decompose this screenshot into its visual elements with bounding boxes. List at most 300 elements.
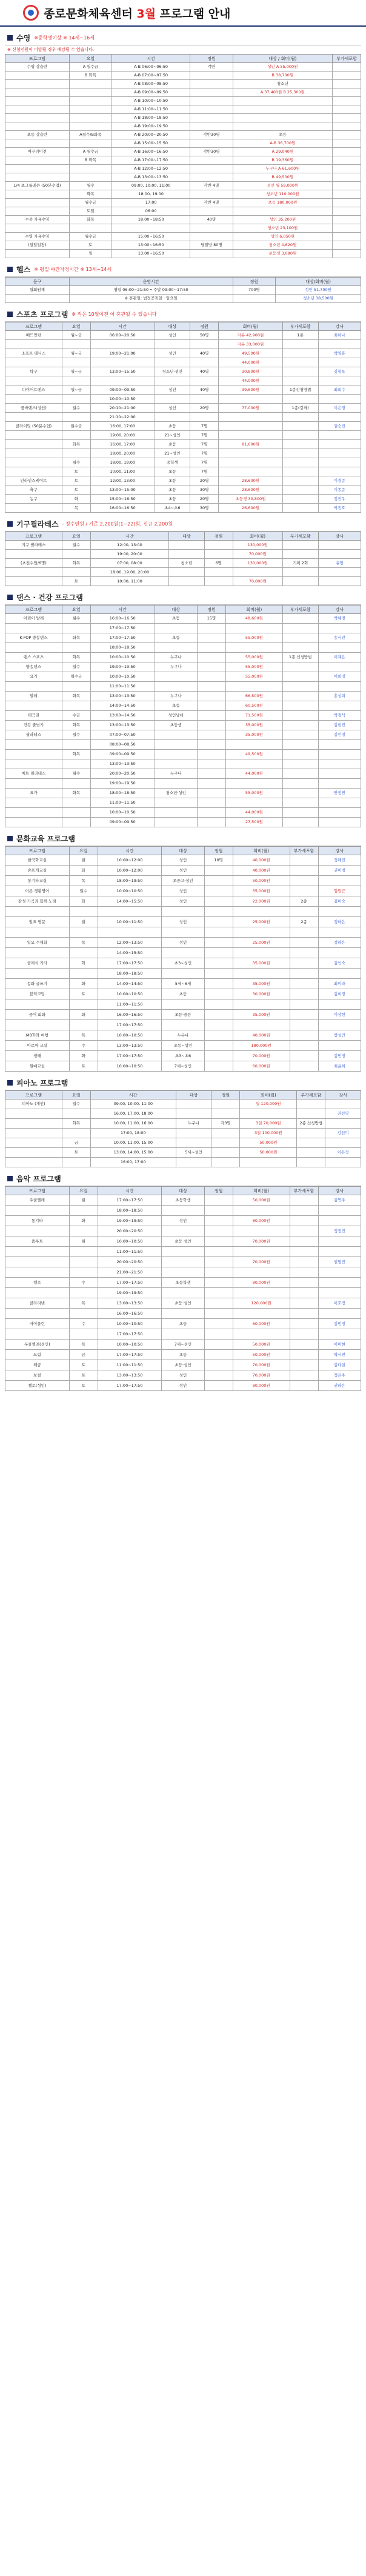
table-cell: 건강 줄넘기 [5,721,62,730]
table-cell: A-B 10:00~10:50 [112,97,190,105]
table-cell: 배드민턴 [5,331,62,340]
table-cell [333,156,361,165]
table-cell: 09:00~09:50 [90,385,155,395]
table-cell: 필라테스 [5,730,62,740]
table-cell: 10:00~10:50 [98,1030,162,1041]
table-cell: 이은정 [325,1148,361,1158]
table-cell: 35,000원 [233,1010,290,1020]
table-cell [176,1158,211,1167]
table-cell [197,798,225,808]
table-cell: 19:00~19:50 [90,662,155,672]
table-cell [297,1129,325,1138]
table-cell [190,190,233,199]
table-cell [290,1041,318,1051]
table-cell [233,1020,290,1030]
table-cell: 월수금 [69,199,111,207]
table-cell: 7명 [190,449,219,458]
table-cell: 바이올린 [5,1319,70,1329]
table-cell: 13:00~15:00 [90,486,155,495]
table-cell [204,979,233,989]
table-cell: 토 [62,1148,90,1158]
table-cell [282,413,318,422]
table-row [5,907,361,917]
table-cell: B 화목 [69,72,111,80]
table-row [5,1041,361,1051]
table-cell [155,740,197,750]
table-cell [176,1099,211,1109]
table-cell: 금 [62,1138,90,1148]
column-header: 강사 [318,322,361,331]
table-cell [197,633,225,643]
table-cell: 48,600원 [225,614,282,624]
table-cell [318,682,361,692]
table-cell: A-B 15:00~15:50 [112,139,190,148]
table-cell: 드럼 [5,1350,70,1360]
table-cell [204,948,233,958]
table-cell [5,907,70,917]
table-cell: 18:00~18:50 [90,643,155,653]
table-cell [62,779,90,789]
table-cell [62,643,90,653]
table-cell: 30,000원 [233,989,290,999]
table-cell [282,721,318,730]
table-cell [318,1247,361,1257]
table-cell: 통기타 [5,1216,70,1226]
table-cell: 60,500원 [225,701,282,711]
table-row [5,1309,361,1319]
table-cell [155,358,190,367]
table-row [5,376,361,385]
table-cell: 권승진 [318,422,361,431]
table-row [5,72,361,80]
table-cell: 22,000원 [233,896,290,907]
table-cell [297,1099,325,1109]
table-cell: 월 [69,1195,98,1206]
table-cell: 방성민 [318,1030,361,1041]
table-cell: 17:00~17:50 [98,1051,162,1061]
table-cell [282,422,318,431]
table-row [5,440,361,449]
table-cell [162,1267,204,1278]
column-header: 시간 [90,532,168,541]
health-section-header [5,262,361,277]
table-cell: 50,000원 [233,1350,290,1360]
table-cell [162,1329,204,1340]
table-cell: 일요 영문 [5,917,70,927]
table-cell: 어린이 발레 [5,614,62,624]
swim-section-subtitle: ※중학생이상 ※ 14세~16세 [34,35,95,41]
table-row [5,88,361,97]
column-header: 부가세포함 [297,1091,325,1099]
table-cell: 초등 [155,476,190,486]
section-bullet-icon [7,267,13,272]
table-cell: 기구 필라테스 [5,541,62,550]
table-row [5,876,361,886]
table-cell: 12:00, 13:00 [90,476,155,486]
table-cell: 10:00~10:50 [90,653,155,662]
table-cell: 감성 가곡과 함께 노래 [5,896,70,907]
table-cell [162,1247,204,1257]
table-cell: 박서연 [318,1350,361,1360]
table-cell: 수영 자유수영 [5,233,70,241]
table-cell: 누구나 [162,1030,204,1041]
table-cell: 10명 [204,855,233,866]
table-cell: 25,000원 [233,917,290,927]
table-cell: 19:00~19:50 [98,1216,162,1226]
table-cell: 11:00~11:50 [98,1360,162,1370]
table-cell: 성인 35,200원 [233,216,332,224]
table-cell: 성인 [155,404,190,413]
table-cell [5,458,62,467]
table-cell: 17:00~17:50 [98,1350,162,1360]
table-cell: 화 [69,1216,98,1226]
table-cell [204,1329,233,1340]
table-cell: 18:00~18:50 [98,969,162,979]
table-cell [204,1051,233,1061]
table-cell [225,798,282,808]
table-cell: 엄원근 [318,886,361,896]
table-cell [318,1041,361,1051]
table-cell [211,1148,240,1158]
table-cell: 김미숙 [318,896,361,907]
title-month: 3월 [136,7,156,21]
table-cell: 화목 [62,789,90,798]
table-cell: 18:00~18:50 [98,1206,162,1216]
table-cell: 성인 [162,938,204,948]
table-cell [69,224,111,233]
table-cell: 50,000원 [233,876,290,886]
table-cell: 월 120,000원 [240,1099,297,1109]
table-cell: 77,000원 [219,404,283,413]
table-cell [282,358,318,367]
table-cell: 초4~초6 [155,504,190,513]
table-cell: 태극권 [5,711,62,721]
table-cell [162,1309,204,1319]
table-cell [290,938,318,948]
table-cell [5,1020,70,1030]
table-cell: 17:00 [112,199,190,207]
column-header: 부가세포함 [290,847,318,855]
table-cell [190,105,233,114]
table-row [5,139,361,148]
table-cell [5,818,62,827]
section-bullet-icon [7,312,13,317]
table-cell [5,999,70,1010]
table-cell [282,818,318,827]
table-cell [5,624,62,633]
table-row [5,948,361,958]
table-row [5,431,361,440]
table-cell [282,495,318,504]
table-cell: 13:00~13:50 [98,1041,162,1051]
table-cell: A-B 06:00~06:50 [112,63,190,72]
table-cell [219,422,283,431]
table-cell: 각반 4명 [190,182,233,190]
table-cell: 목 [69,1340,98,1350]
table-cell: 44,000원 [219,376,283,385]
dance-section-title: 댄스 · 건강 프로그램 [16,593,83,602]
column-header: 요일 [62,606,90,614]
table-cell: 누구나 [155,769,197,779]
table-cell: 13:00~13:50 [90,721,155,730]
table-cell [282,395,318,404]
table-cell [5,80,70,88]
table-row [5,866,361,876]
table-cell: 초등 [155,633,197,643]
table-cell [197,624,225,633]
table-cell: 이희정 [318,672,361,682]
table-cell: 50,000원 [233,1195,290,1206]
table-cell [5,1129,62,1138]
column-header: 시간 [98,1187,162,1195]
table-cell [5,449,62,458]
table-cell [69,1020,98,1030]
table-row [5,938,361,948]
sports-table [5,322,361,513]
column-header: 대상 [162,1187,204,1195]
table-cell: 누구나 A 61,600원 [233,165,332,173]
table-cell: 탁구 [5,367,62,376]
table-cell: 10:00~11:50 [98,917,162,927]
table-cell [318,541,361,550]
page-title [44,5,230,21]
table-row [5,1226,361,1236]
table-row [5,295,361,303]
table-cell: A-B 13:00~13:50 [112,173,190,182]
table-cell: 35,000원 [225,730,282,740]
table-cell [155,672,197,682]
table-cell: 15:00~16:50 [112,233,190,241]
table-cell: 초등 [155,467,190,476]
table-cell [333,199,361,207]
table-cell [69,88,111,97]
table-cell: 11:00~11:50 [90,682,155,692]
table-cell: 19:00~19:50 [98,1288,162,1298]
table-row [5,1257,361,1267]
table-cell: 화 [69,979,98,989]
table-cell [155,808,197,818]
table-cell [318,808,361,818]
table-cell: 박혜경 [318,614,361,624]
table-cell: 토 [69,1381,98,1391]
table-cell [282,643,318,653]
swim-table [5,54,361,258]
table-cell [318,440,361,449]
section-bullet-icon [7,35,13,41]
table-cell [282,672,318,682]
table-cell: 17:00~17:50 [98,1329,162,1340]
table-cell [211,1099,240,1109]
music-table [5,1186,361,1391]
table-cell: 7명 [190,431,219,440]
column-header: 대상 [155,322,190,331]
music-section [5,1171,361,1391]
table-cell [5,750,62,759]
column-header: 부가세포함 [282,532,318,541]
table-row [5,1109,361,1119]
table-cell: 14:00~14:50 [98,979,162,989]
table-cell [169,541,205,550]
table-cell [155,340,190,349]
table-cell [233,122,332,131]
table-cell: 수중 자유수영 [5,216,70,224]
table-cell [69,105,111,114]
table-cell: 30명 [190,504,219,513]
table-cell: 정해진 [318,855,361,866]
table-cell: 월수 [62,662,90,672]
table-cell [297,1148,325,1158]
table-cell [62,413,90,422]
table-cell [282,730,318,740]
table-cell: 14:00~14:50 [90,701,155,711]
table-cell: 성인남녀 [155,711,197,721]
table-cell: 성인 [162,1216,204,1226]
table-cell [190,395,219,404]
table-cell [282,340,318,349]
table-cell: 김민정 [318,1319,361,1329]
table-cell: 성인 [162,886,204,896]
table-cell: 각반 [190,63,233,72]
table-cell [240,1158,297,1167]
column-header: 요일 [69,1187,98,1195]
music-section-title: 음악 프로그램 [16,1175,61,1183]
column-header: 회비(월) [240,1091,297,1099]
table-row [5,173,361,182]
table-cell [240,1109,297,1119]
table-cell [333,122,361,131]
table-cell [333,165,361,173]
table-cell [290,969,318,979]
table-cell: 성인 [162,896,204,907]
pilates-section-header [5,516,361,532]
table-cell: 06:00~20:50 [90,331,155,340]
table-cell [318,969,361,979]
table-cell [282,682,318,692]
table-row [5,250,361,258]
table-cell [318,818,361,827]
table-cell [155,759,197,769]
table-cell: 월수 [62,1099,90,1109]
table-cell: 이종준 [318,486,361,495]
table-cell: 화 [69,1051,98,1061]
table-cell [282,458,318,467]
table-cell [290,999,318,1010]
table-cell: 10:00~10:50 [98,1340,162,1350]
table-cell: 초등 [155,614,197,624]
table-cell [162,1206,204,1216]
table-cell [282,711,318,721]
table-cell [197,769,225,779]
table-cell: 21~성인 [155,449,190,458]
table-cell [5,1138,62,1148]
table-cell [290,1288,318,1298]
table-cell: 인라인스케이트 [5,476,62,486]
table-cell [219,395,283,404]
table-cell: 이상현 [318,1010,361,1020]
table-cell [62,568,90,577]
table-cell: 초등 [155,422,190,431]
table-cell: A 월수금 [69,63,111,72]
table-cell [155,624,197,633]
table-cell [290,958,318,969]
table-cell [211,1129,240,1138]
table-cell: 초3~초6 [162,1051,204,1061]
table-cell: 7명 [190,467,219,476]
table-cell [282,798,318,808]
table-cell [62,376,90,385]
table-cell: 월수 [62,541,90,550]
table-cell: 1종신청방법 [282,385,318,395]
culture-section [5,831,361,1072]
table-cell: 44,000원 [225,808,282,818]
table-cell [204,989,233,999]
pilates-section-subtitle: - 정수인원 / 기준 2,200원(1~22)회, 신규 2,200원 [62,521,173,527]
table-cell [197,662,225,672]
table-cell [62,1158,90,1167]
table-cell [5,1288,70,1298]
table-cell [318,779,361,789]
table-cell: 성인 월 59,000원 [233,182,332,190]
table-row [5,241,361,250]
table-cell: 월수 [62,458,90,467]
table-cell: 최하나 [318,331,361,340]
table-cell: 초3~성인 [162,958,204,969]
table-cell [204,1340,233,1350]
title-rest: 프로그램 안내 [159,7,231,21]
table-cell: 55,000원 [225,662,282,672]
table-cell: 19:00~21:00 [90,349,155,358]
column-header: 시간 [90,1091,176,1099]
column-header: 대상 [162,847,204,855]
table-cell [176,1138,211,1148]
table-cell: 발레 [5,692,62,701]
table-cell [282,769,318,779]
table-cell [69,1257,98,1267]
table-cell [318,643,361,653]
table-row [5,1360,361,1370]
pilates-section [5,516,361,586]
table-cell [69,948,98,958]
table-cell: 55,000원 [233,886,290,896]
table-cell [69,139,111,148]
table-cell [282,568,318,577]
table-cell [204,1216,233,1226]
table-cell [5,808,62,818]
table-cell [204,866,233,876]
table-row [5,614,361,624]
table-cell: 16:00, 17:00, 18:00 [90,1109,176,1119]
table-cell [282,440,318,449]
table-cell [290,1247,318,1257]
table-cell [204,577,233,586]
table-cell [282,750,318,759]
table-cell [190,413,219,422]
table-cell [318,769,361,779]
table-cell: 김연주 [318,1195,361,1206]
table-cell [155,750,197,759]
table-cell: 17:00~17:50 [90,633,155,643]
table-row [5,422,361,431]
table-row [5,730,361,740]
health-section-subtitle: ※ 평일·야간자정시간 ※ 13세~14세 [34,267,112,272]
table-cell: 70,000원 [233,1236,290,1247]
swim-section-title: 수영 [16,34,31,42]
table-row [5,818,361,827]
table-cell [233,114,332,122]
table-cell [290,1267,318,1278]
table-cell [162,999,204,1010]
table-row [5,467,361,476]
